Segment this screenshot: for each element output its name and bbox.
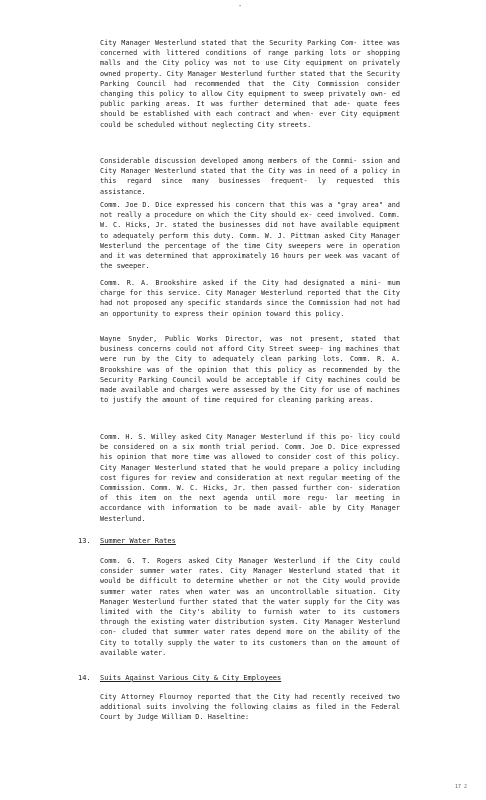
item-number-14: 14. [78, 674, 91, 682]
page-mark: - [238, 2, 243, 10]
paragraph-trial-period: Comm. H. S. Willey asked City Manager Westerlund if this po- licy could be considered on a six month trial period. Comm. Joe D. Dice expressed his opinion that more time was allowed to consider cost of this policy. City Manager Westerlund stated that he would prepare a policy including cost figures for review and consideration at next regular meeting of the Commission. Comm. W. C. Hicks, Jr. then passed further con- sideration of this item on the next agenda until more regu- lar meeting in accordance with information to be made avail- able by City Manager Westerlund. [100, 433, 405, 523]
item-title-summer-water-rates: Summer Water Rates [100, 537, 176, 545]
footer-mark: 17 2 [455, 784, 468, 790]
paragraph-dice-concern: Comm. Joe D. Dice expressed his concern that this was a "gray area" and not really a procedure on which the City should ex- ceed involved. Comm. W. C. Hicks, Jr. stated the businesses did not have available equipment to adequately perform this duty. Comm. W. J. Pittman asked City Manager Westerlund the percentage of the time City sweepers were in operation and it was determined that approximately 16 hours per week was vacant of the sweeper. [100, 201, 405, 271]
paragraph-public-works: Wayne Snyder, Public Works Director, was not present, stated that business concerns could not afford City Street sweep- ing machines that were run by the City to adequately clean parking lots. Comm. R. A. Brookshire was of the opinion that this policy as recommended by the Security Parking Council would be acceptable if City machines could be made available and charges were assessed by the City for use of machines to justify the amount of time required for cleaning parking areas. [100, 335, 405, 405]
paragraph-summer-water-rates: Comm. G. T. Rogers asked City Manager Westerlund if the City could consider summer water rates. City Manager Westerlund stated that it would be difficult to determine whether or not the City would provide summer water rates when water was an uncontrollable situation. City Manager Westerlund further stated that the water supply for the City was limited with the City's ability to furnish water to its customers through the existing water distribution system. City Manager Westerlund con- cluded that summer water rates depend more on the ability of the City to totally supply the water to its customers than on the amount of available water. [100, 557, 405, 657]
paragraph-sweeping-policy: City Manager Westerlund stated that the Security Parking Com- ittee was concerned with littered conditions of range parking lots or shopping malls and the City policy was not to use City equipment on privately owned property. City Manager Westerlund further stated that the Security Parking Council had recommended that the City Commission consider changing this policy to allow City equipment to sweep privately own- ed public parking areas. It was further determined that ade- quate fees should be established with each contract and when- ever City equipment could be scheduled without neglecting City streets. [100, 39, 405, 129]
paragraph-suits-against-city: City Attorney Flournoy reported that the City had recently received two additional suits involving the following claims as filed in the Federal Court by Judge William D. Haseltine: [100, 693, 405, 722]
paragraph-commission-discussion: Considerable discussion developed among members of the Commi- ssion and City Manager Westerlund stated that the City was in need of a policy in this regard since many businesses frequent- ly requested this assistance. [100, 157, 405, 196]
item-title-suits-against-city: Suits Against Various City & City Employees [100, 674, 282, 682]
item-number-13: 13. [78, 537, 91, 545]
paragraph-minimum-charge: Comm. R. A. Brookshire asked if the City had designated a mini- mum charge for this service. City Manager Westerlund reported that the City had not proposed any specific standards since the Commission had not had an opportunity to express their opinion toward this policy. [100, 279, 405, 318]
